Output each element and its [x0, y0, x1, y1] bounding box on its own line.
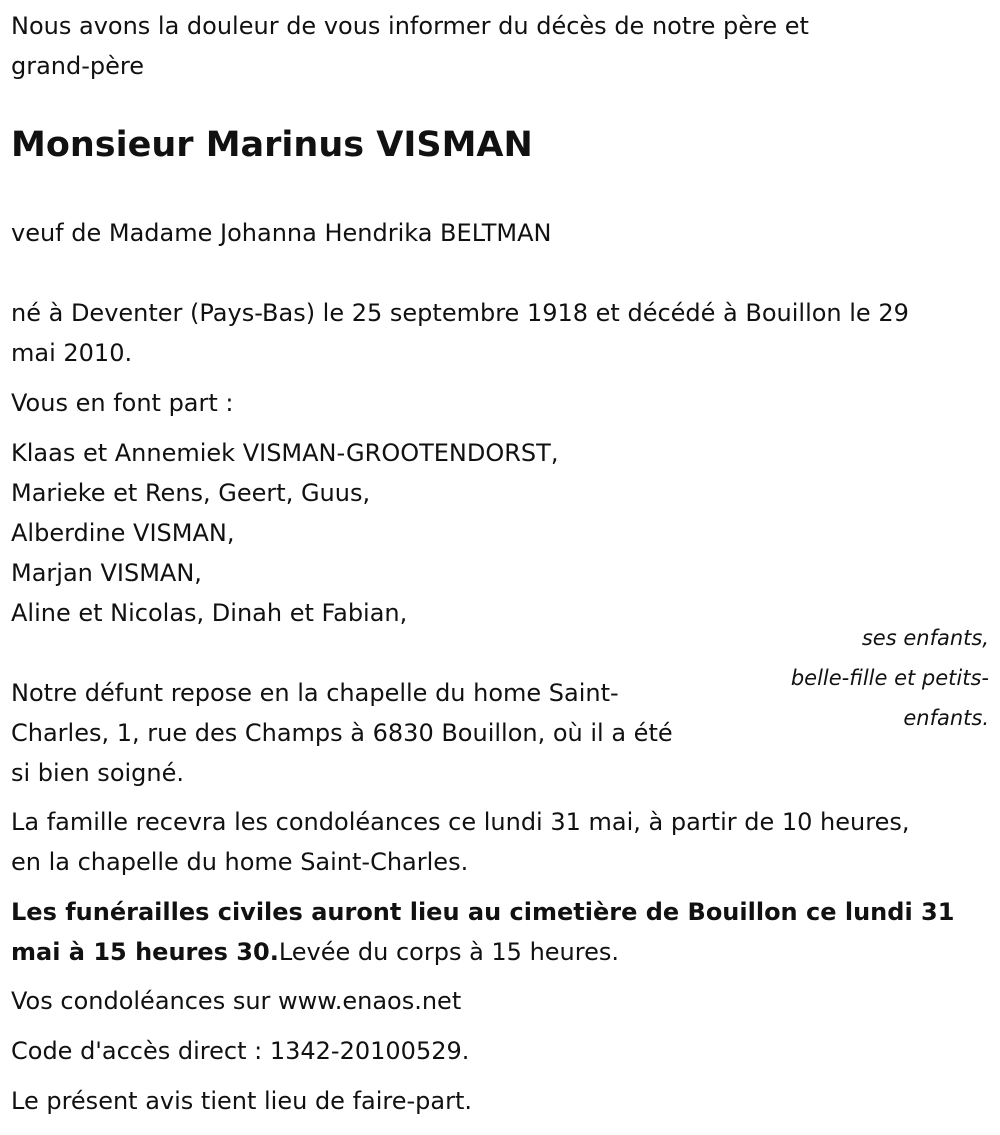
intro-line: grand-père	[11, 52, 145, 80]
birth-death-info	[11, 293, 909, 373]
online-condolences: Vos condoléances sur www.enaos.net	[11, 987, 462, 1015]
access-code: Code d'accès direct : 1342-20100529.	[11, 1037, 470, 1065]
funeral-info	[11, 892, 954, 972]
family-member: Marieke et Rens, Geert, Guus,	[11, 479, 371, 507]
widower-of: veuf de Madame Johanna Hendrika BELTMAN	[11, 219, 552, 247]
repose-line: si bien soigné.	[11, 759, 185, 787]
intro-text	[11, 6, 809, 86]
birth-death-line: né à Deventer (Pays-Bas) le 25 septembre 1918 et décédé à Bouillon le 29	[11, 299, 909, 327]
closing-note: Le présent avis tient lieu de faire-part.	[11, 1087, 473, 1115]
family-member: Alberdine VISMAN,	[11, 519, 235, 547]
funeral-rest: Levée du corps à 15 heures.	[278, 938, 620, 966]
family-members-list	[11, 433, 558, 633]
repose-line: Notre défunt repose en la chapelle du home Saint-	[11, 679, 619, 707]
relation-line: enfants.	[903, 706, 989, 730]
repose-line: Charles, 1, rue des Champs à 6830 Bouillon, où il a été	[11, 719, 673, 747]
deceased-name: Monsieur Marinus VISMAN	[11, 125, 533, 165]
family-relation-caption	[729, 618, 989, 738]
condolences-line: en la chapelle du home Saint-Charles.	[11, 848, 469, 876]
funeral-bold-line: mai à 15 heures 30.	[11, 938, 279, 966]
relation-line: ses enfants,	[861, 626, 989, 650]
notified-by: Vous en font part :	[11, 389, 234, 417]
condolences-line: La famille recevra les condoléances ce lundi 31 mai, à partir de 10 heures,	[11, 808, 910, 836]
intro-line: Nous avons la douleur de vous informer du décès de notre père et	[11, 12, 809, 40]
funeral-bold-line: Les funérailles civiles auront lieu au cimetière de Bouillon ce lundi 31	[11, 898, 955, 926]
family-member: Klaas et Annemiek VISMAN-GROOTENDORST,	[11, 439, 559, 467]
birth-death-line: mai 2010.	[11, 339, 133, 367]
repose-info	[11, 673, 673, 793]
family-member: Aline et Nicolas, Dinah et Fabian,	[11, 599, 408, 627]
family-member: Marjan VISMAN,	[11, 559, 202, 587]
condolences-info	[11, 802, 909, 882]
relation-line: belle-fille et petits-	[790, 666, 989, 690]
